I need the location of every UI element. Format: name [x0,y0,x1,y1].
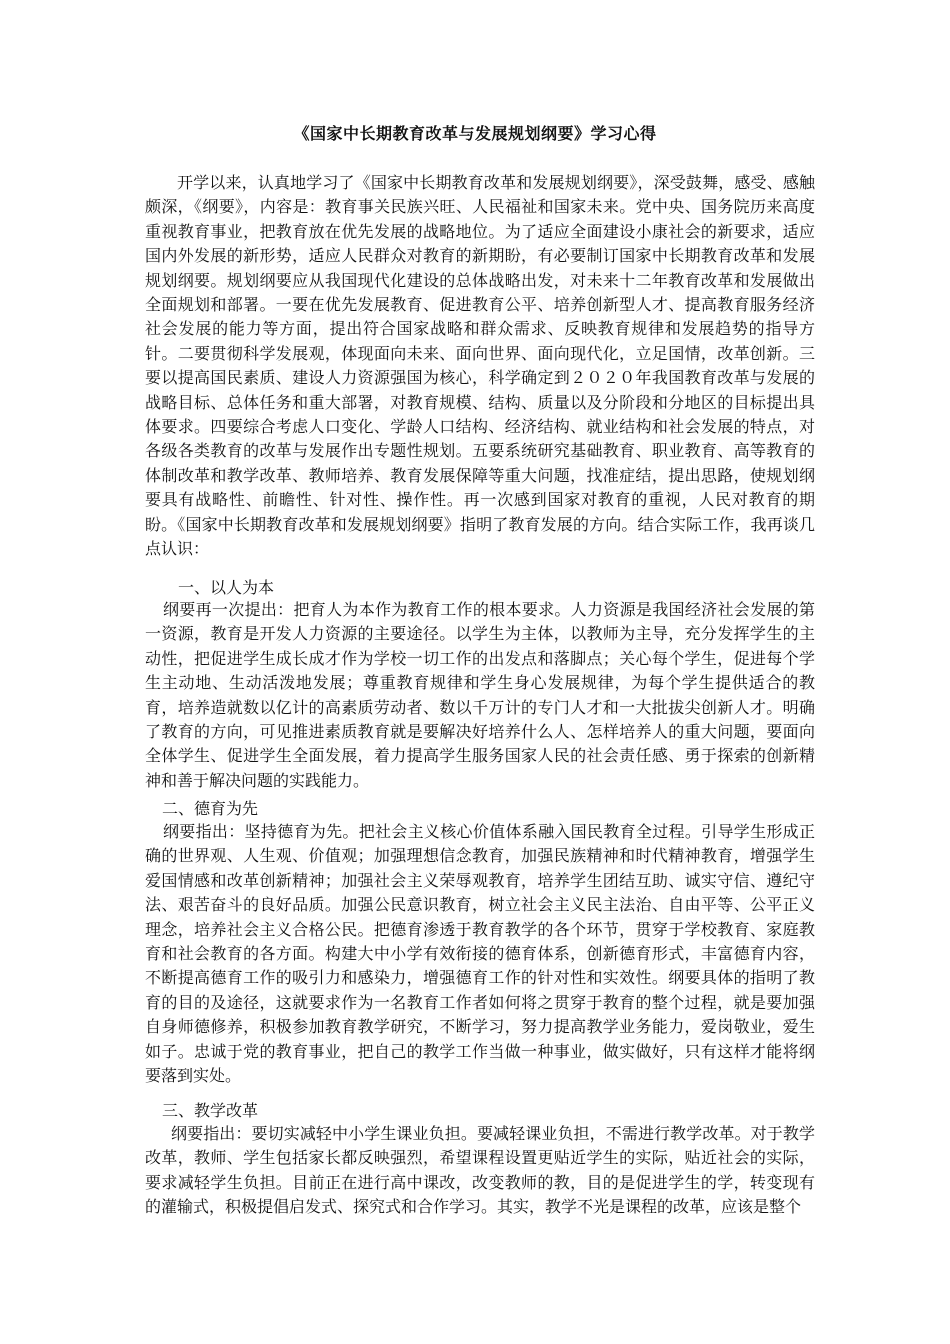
section-body-2: 纲要指出：坚持德育为先。把社会主义核心价值体系融入国民教育全过程。引导学生形成正确的世界观、人生观、价值观；加强理想信念教育，加强民族精神和时代精神教育，增强学生爱国情感和改革创新精神；加强社会主义荣辱观教育，培养学生团结互助、诚实守信、遵纪守法、艰苦奋斗的良好品质。加强公民意识教育，树立社会主义民主法治、自由平等、公平正义理念，培养社会主义合格公民。把德育渗透于教育教学的各个环节，贯穿于学校教育、家庭教育和社会教育的各方面。构建大中小学有效衔接的德育体系，创新德育形式，丰富德育内容，不断提高德育工作的吸引力和感染力，增强德育工作的针对性和实效性。纲要具体的指明了教育的目的及途径，这就要求作为一名教育工作者如何将之贯穿于教育的整个过程，就是要加强自身师德修养，积极参加教育教学研究，不断学习，努力提高教学业务能力，爱岗敬业，爱生如子。忠诚于党的教育事业，把自己的教学工作当做一种事业，做实做好，只有这样才能将纲要落到实处。 [145,822,815,1086]
section-body-3: 纲要指出：要切实减轻中小学生课业负担。要减轻课业负担，不需进行教学改革。对于教学改革，教师、学生包括家长都反映强烈，希望课程设置更贴近学生的实际，贴近社会的实际，要求减轻学生负担。目前正在进行高中课改，改变教师的教，目的是促进学生的学，转变现有的灌输式，积极提倡启发式、探究式和合作学习。其实，教学不光是课程的改革，应该是整个 [145,1124,815,1217]
section-heading-1: 一、以人为本 [178,578,275,597]
intro-paragraph: 开学以来，认真地学习了《国家中长期教育改革和发展规划纲要》，深受鼓舞，感受、感触颇深，《纲要》，内容是：教育事关民族兴旺、人民福祉和国家未来。党中央、国务院历来高度重视教育事业，把教育放在优先发展的战略地位。为了适应全面建设小康社会的新要求，适应国内外发展的新形势，适应人民群众对教育的新期盼，有必要制订国家中长期教育改革和发展规划纲要。规划纲要应从我国现代化建设的总体战略出发，对未来十二年教育改革和发展做出全面规划和部署。一要在优先发展教育、促进教育公平、培养创新型人才、提高教育服务经济社会发展的能力等方面，提出符合国家战略和群众需求、反映教育规律和发展趋势的指导方针。二要贯彻科学发展观，体现面向未来、面向世界、面向现代化，立足国情，改革创新。三要以提高国民素质、建设人力资源强国为核心，科学确定到２０２０年我国教育改革与发展的战略目标、总体任务和重大部署，对教育规模、结构、质量以及分阶段和分地区的目标提出具体要求。四要综合考虑人口变化、学龄人口结构、经济结构、就业结构和社会发展的特点，对各级各类教育的改革与发展作出专题性规划。五要系统研究基础教育、职业教育、高等教育的体制改革和教学改革、教师培养、教育发展保障等重大问题，找准症结，提出思路，使规划纲要具有战略性、前瞻性、针对性、操作性。再一次感到国家对教育的重视，人民对教育的期盼。《国家中长期教育改革和发展规划纲要》指明了教育发展的方向。结合实际工作，我再谈几点认识： [145,173,815,559]
document-title: 《国家中长期教育改革与发展规划纲要》学习心得 [293,124,657,143]
section-heading-3: 三、教学改革 [162,1101,259,1120]
section-heading-2: 二、德育为先 [162,799,259,818]
section-body-1: 纲要再一次提出：把育人为本作为教育工作的根本要求。人力资源是我国经济社会发展的第一资源，教育是开发人力资源的主要途径。以学生为主体，以教师为主导，充分发挥学生的主动性，把促进学生成长成才作为学校一切工作的出发点和落脚点；关心每个学生，促进每个学生主动地、生动活泼地发展；尊重教育规律和学生身心发展规律，为每个学生提供适合的教育，培养造就数以亿计的高素质劳动者、数以千万计的专门人才和一大批拔尖创新人才。明确了教育的方向，可见推进素质教育就是要解决好培养什么人、怎样培养人的重大问题，要面向全体学生、促进学生全面发展，着力提高学生服务国家人民的社会责任感、勇于探索的创新精神和善于解决问题的实践能力。 [145,600,815,790]
